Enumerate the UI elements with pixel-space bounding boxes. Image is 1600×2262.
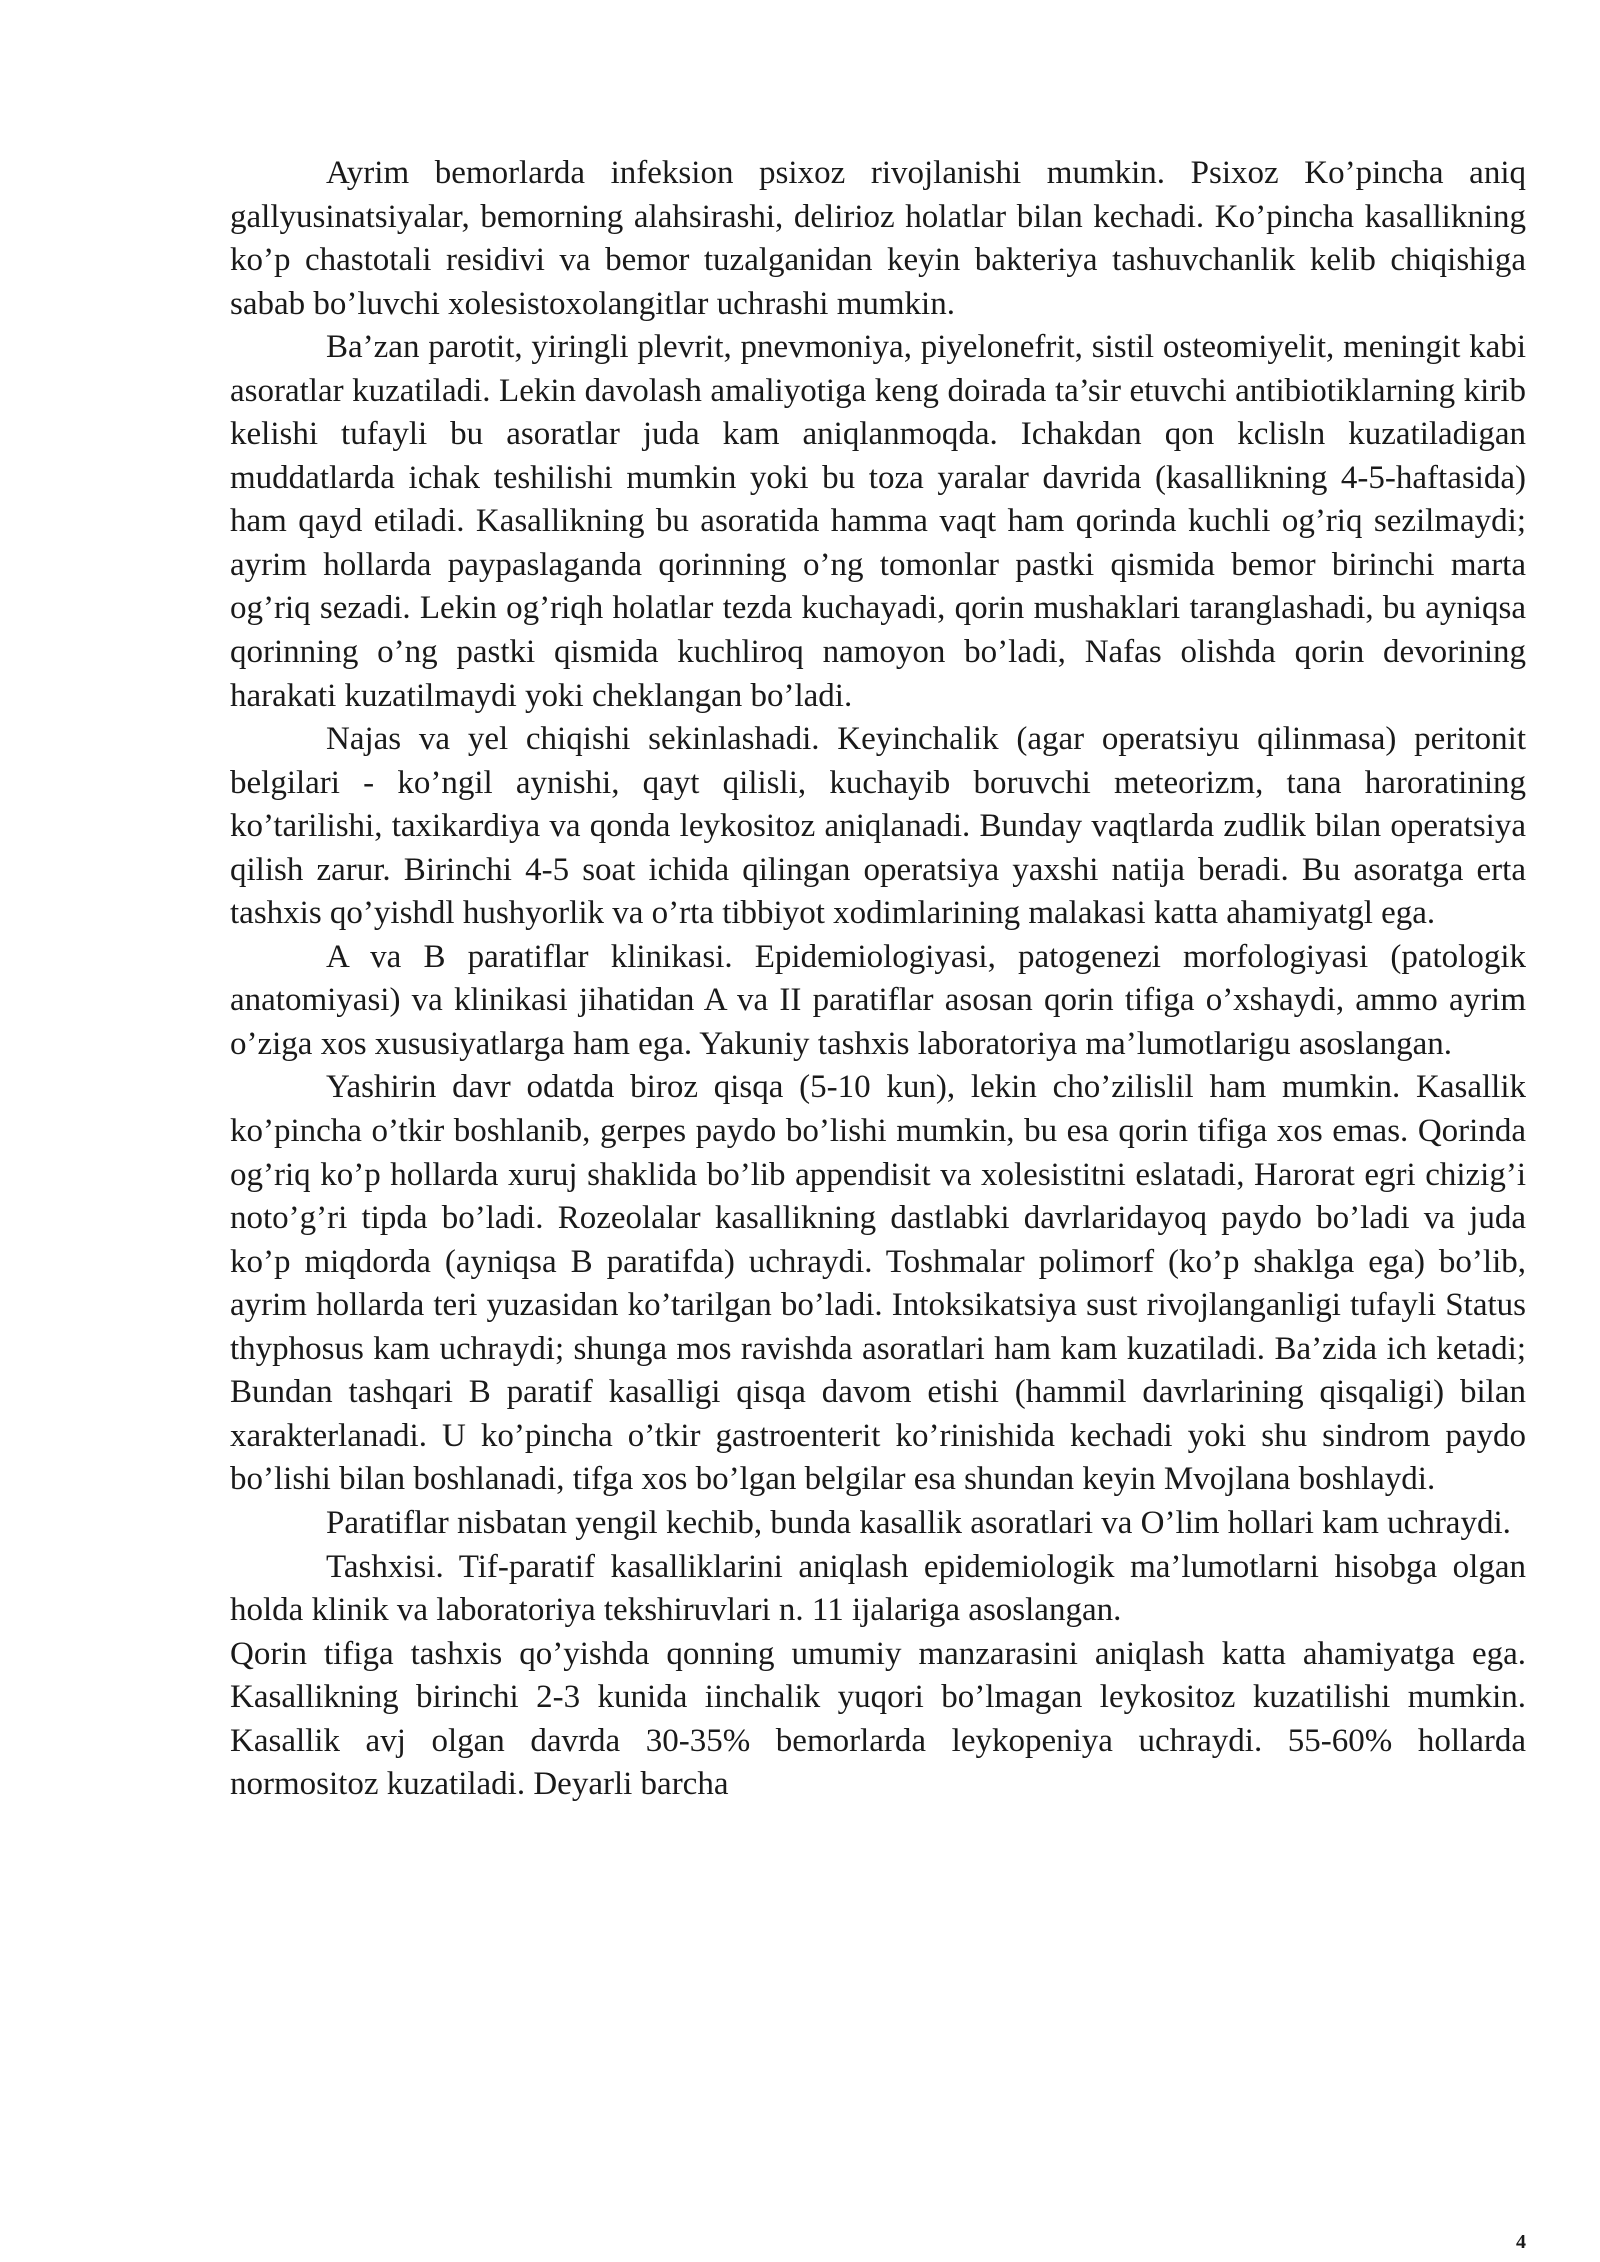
paragraph: Yashirin davr odatda biroz qisqa (5-10 kun), lekin cho’zilislil ham mumkin. Kasallik ko’pincha o’tkir boshlanib, gerpes paydo bo’lishi mumkin, bu esa qorin tifiga xos emas. Qorinda og’riq ko’p hollarda xuruj shaklida bo’lib appendisit va xolesistitni eslatadi, Harorat egri chizig’i noto’g’ri tipda bo’ladi. Rozeolalar kasallikning dastlabki davrlaridayoq paydo bo’ladi va juda ko’p miqdorda (ayniqsa B paratifda) uchraydi. Toshmalar polimorf (ko’p shaklga ega) bo’lib, ayrim hollarda teri yuzasidan ko’tarilgan bo’ladi. Intoksikatsiya sust rivojlanganligi tufayli Status thyphosus kam uchraydi; shunga mos ravishda asoratlari ham kam kuzatiladi. Ba’zida ich ketadi; Bundan tashqari B paratif kasalligi qisqa davom etishi (hammil davrlarining qisqaligi) bilan xarakterlanadi. U ko’pincha o’tkir gastroenterit ko’rinishida kechadi yoki shu sindrom paydo bo’lishi bilan boshlanadi, tifga xos bo’lgan belgilar esa shundan keyin Mvojlana boshlaydi. [230, 1069, 1526, 1498]
page-body [230, 152, 1526, 1807]
paragraph: A va B paratiflar klinikasi. Epidemiologiyasi, patogenezi morfologiyasi (patologik anatomiyasi) va klinikasi jihatidan A va II paratiflar asosan qorin tifiga o’xshaydi, ammo ayrim o’ziga xos xususiyatlarga ham ega. Yakuniy tashxis laboratoriya ma’lumotlarigu asoslangan. [230, 938, 1526, 1062]
page-number: 4 [1516, 2231, 1526, 2253]
paragraph: Najas va yel chiqishi sekinlashadi. Keyinchalik (agar operatsiyu qilinmasa) peritonit belgilari - ko’ngil aynishi, qayt qilisli, kuchayib boruvchi meteorizm, tana haroratining ko’tarilishi, taxikardiya va qonda leykositoz aniqlanadi. Bunday vaqtlarda zudlik bilan operatsiya qilish zarur. Birinchi 4-5 soat ichida qilingan operatsiya yaxshi natija beradi. Bu asoratga erta tashxis qo’yishdl hushyorlik va o’rta tibbiyot xodimlarining malakasi katta ahamiyatgl ega. [230, 721, 1526, 932]
paragraph: Ba’zan parotit, yiringli plevrit, pnevmoniya, piyelonefrit, sistil osteomiyelit, meningit kabi asoratlar kuzatiladi. Lekin davolash amaliyotiga keng doirada ta’sir etuvchi antibiotiklarning kirib kelishi tufayli bu asoratlar juda kam aniqlanmoqda. Ichakdan qon kclisln kuzatiladigan muddatlarda ichak teshilishi mumkin yoki bu toza yaralar davrida (kasallikning 4-5-haftasida) ham qayd etiladi. Kasallikning bu asoratida hamma vaqt ham qorinda kuchli og’riq sezilmaydi; ayrim hollarda paypaslaganda qorinning o’ng tomonlar pastki qismida bemor birinchi marta og’riq sezadi. Lekin og’riqh holatlar tezda kuchayadi, qorin mushaklari taranglashadi, bu ayniqsa qorinning o’ng pastki qismida kuchliroq namoyon bo’ladi, Nafas olishda qorin devorining harakati kuzatilmaydi yoki cheklangan bo’ladi. [230, 329, 1526, 714]
paragraph: Ayrim bemorlarda infeksion psixoz rivojlanishi mumkin. Psixoz Ko’pincha aniq gallyusinatsiyalar, bemorning alahsirashi, delirioz holatlar bilan kechadi. Ko’pincha kasallikning ko’p chastotali residivi va bemor tuzalganidan keyin bakteriya tashuvchanlik kelib chiqishiga sabab bo’luvchi xolesistoxolangitlar uchrashi mumkin. [230, 155, 1526, 322]
paragraph: Tashxisi. Tif-paratif kasalliklarini aniqlash epidemiologik ma’lumotlarni hisobga olgan holda klinik va laboratoriya tekshiruvlari n. 11 ijalariga asoslangan. [230, 1548, 1526, 1629]
paragraph-continued: Qorin tifiga tashxis qo’yishda qonning umumiy manzarasini aniqlash katta ahamiyatga ega. Kasallikning birinchi 2-3 kunida iinchalik yuqori bo’lmagan leykositoz kuzatilishi mumkin. Kasallik avj olgan davrda 30-35% bemorlarda leykopeniya uchraydi. 55-60% hollarda normositoz kuzatiladi. Deyarli barcha [230, 1635, 1526, 1803]
paragraph: Paratiflar nisbatan yengil kechib, bunda kasallik asoratlari va O’lim hollari kam uchraydi. [326, 1504, 1511, 1541]
